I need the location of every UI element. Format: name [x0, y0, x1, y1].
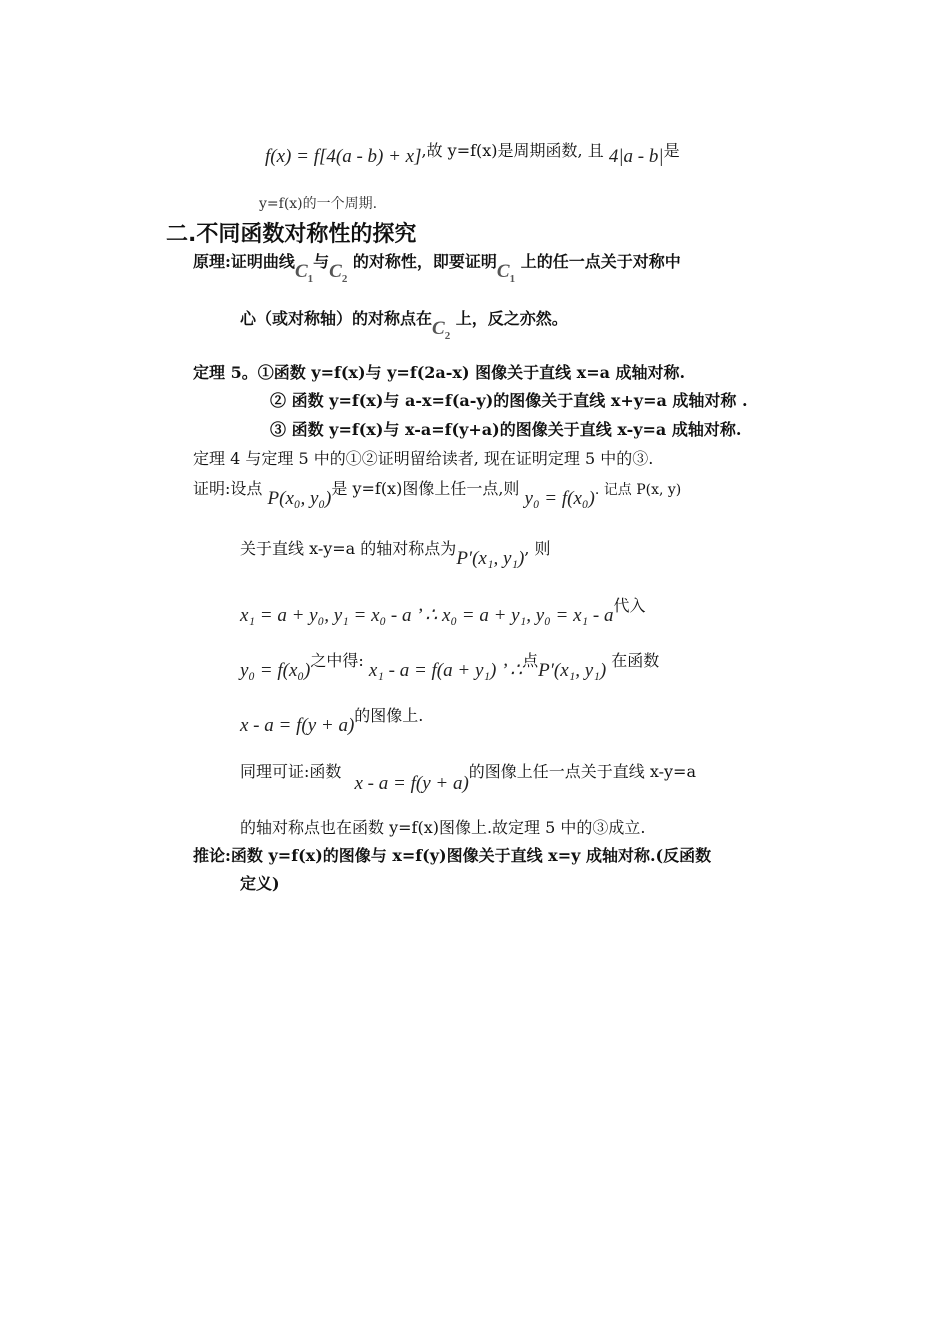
function-equation-2: x - a = f(y + a) — [354, 773, 469, 794]
proof-label: 证明: — [193, 479, 231, 498]
corollary-label: 推论: — [193, 846, 231, 865]
principle-label: 原理: — [193, 252, 231, 271]
corollary-line-2: 定义) — [240, 874, 280, 893]
point-p: P(x₀, y₀) — [267, 488, 332, 509]
point-p-prime-2: P′(x₁, y₁) — [538, 660, 607, 681]
proof-line6-text-2: 的图像上任一点关于直线 x-y=a — [468, 762, 697, 781]
proof-line-2 — [240, 538, 551, 569]
proof-line-7: 的轴对称点也在函数 y=f(x)图像上.故定理 5 中的③成立. — [240, 818, 646, 837]
principle-text-b: 的对称性，即要证明 — [352, 252, 497, 271]
principle-line2-b: 上，反之亦然。 — [455, 309, 568, 328]
curve-c2-b: $C_2$ — [432, 318, 451, 342]
period-text-end: 是 — [663, 141, 680, 160]
principle-text-a: 证明曲线 — [230, 252, 295, 271]
theorem5-item-3: ③ 函数 y=f(x)与 x-a=f(y+a)的图像关于直线 x-y=a 成轴对称. — [270, 420, 742, 439]
principle-line-2 — [240, 308, 568, 342]
y0-equation-2: y₀ = f(x₀) — [240, 660, 311, 681]
principle-text-c: 上的任一点关于对称中 — [520, 252, 681, 271]
substituted-equation: x₁ - a = f(a + y₁) ’ ∴ — [368, 660, 523, 681]
proof-in-func: 在函数 — [611, 651, 660, 670]
coordinate-relations: x₁ = a + y₀, y₁ = x₀ - a ’ ∴ x₀ = a + y₁, y₀ = x₁ - a — [240, 605, 614, 626]
proof-substitute: 代入 — [613, 596, 646, 615]
proof-in-get: 之中得: — [310, 651, 364, 670]
proof-line-6 — [240, 761, 697, 794]
corollary-line-1 — [193, 845, 711, 867]
proof-is-on: 是 y=f(x)图像上任一点,则 — [331, 479, 520, 498]
function-equation: x - a = f(y + a) — [240, 715, 355, 736]
proof-note: 定理 4 与定理 5 中的①②证明留给读者, 现在证明定理 5 中的③. — [193, 449, 654, 468]
theorem5-item-1: 定理 5。①函数 y=f(x)与 y=f(2a-x) 图像关于直线 x=a 成轴对称. — [193, 363, 686, 382]
period-line-2: y=f(x)的一个周期. — [259, 196, 378, 212]
theorem5-item-2: ② 函数 y=f(x)与 a-x=f(a-y)的图像关于直线 x+y=a 成轴对称 . — [270, 391, 748, 410]
proof-line-3 — [240, 595, 646, 626]
proof-line-1 — [193, 478, 682, 509]
principle-line2-a: 心（或对称轴）的对称点在 — [240, 309, 433, 328]
proof-line-4 — [240, 650, 660, 681]
proof-line5-text: 的图像上. — [354, 706, 424, 725]
proof-then: , 则 — [524, 539, 551, 558]
proof-set-point: 设点 — [230, 479, 263, 498]
curve-c2: $C_2$ — [329, 261, 348, 285]
period-text: ,故 y=f(x)是周期函数, 且 — [421, 141, 604, 160]
corollary-text: 函数 y=f(x)的图像与 x=f(y)图像关于直线 x=y 成轴对称.(反函数 — [230, 846, 712, 865]
period-value: 4|a - b| — [608, 146, 664, 167]
principle-line-1 — [193, 251, 681, 285]
point-p-prime: P′(x₁, y₁) — [456, 548, 525, 569]
proof-line6-text-1: 同理可证:函数 — [240, 762, 342, 781]
proof-line2-text: 关于直线 x-y=a 的轴对称点为 — [240, 539, 457, 558]
proof-record: . 记点 P(x, y) — [594, 482, 682, 498]
proof-line-5 — [240, 705, 424, 736]
period-formula: f(x) = f[4(a - b) + x] — [265, 146, 422, 167]
curve-c1: $C_1$ — [294, 261, 314, 285]
section-heading: 二.不同函数对称性的探究 — [166, 222, 417, 247]
curve-c1-b: $C_1$ — [496, 261, 516, 285]
principle-with: 与 — [313, 252, 330, 271]
proof-point-word: 点 — [522, 651, 539, 670]
y0-equation: y₀ = f(x₀) — [524, 488, 595, 509]
period-line — [265, 141, 680, 168]
